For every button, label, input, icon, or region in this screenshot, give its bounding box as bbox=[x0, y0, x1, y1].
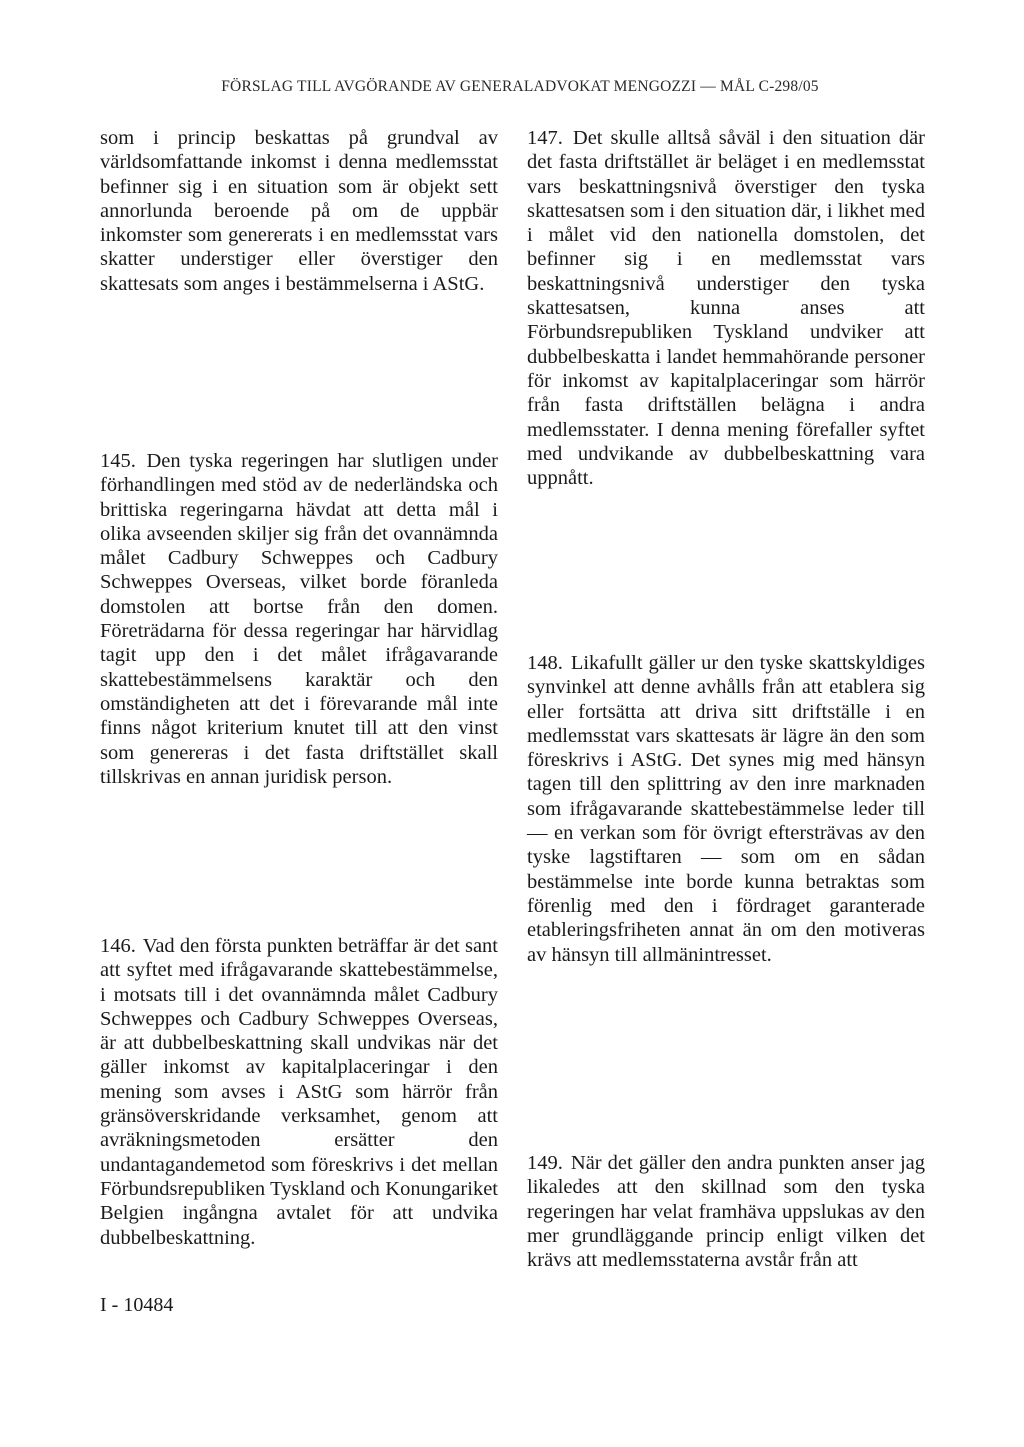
page-number: I - 10484 bbox=[100, 1294, 174, 1316]
paragraph-text: När det gäller den andra punkten anser jag likaledes att den skillnad som den tyska regeringen har velat framhäva uppslukas av den mer grundläggande princip enligt vilken det krävs att medlemsstaterna avstår från att bbox=[527, 1152, 926, 1272]
running-head: FÖRSLAG TILL AVGÖRANDE AV GENERALADVOKAT MENGOZZI — MÅL C-298/05 bbox=[221, 78, 819, 95]
paragraph-number: 147. bbox=[527, 127, 563, 149]
paragraph-text: som i princip beskattas på grundval av världsomfattande inkomst i denna medlemsstat befinner sig i en situation som är objekt sett annorlunda beroende på om de uppbär inkomster som genererats i en medlemsstat vars skatter understiger eller överstiger den skattesats som anges i bestämmelserna i AStG. bbox=[100, 127, 498, 295]
paragraph-number: 145. bbox=[100, 450, 136, 472]
paragraph-148 bbox=[527, 651, 925, 967]
paragraph-149 bbox=[527, 1151, 925, 1272]
paragraph-number: 146. bbox=[100, 935, 136, 957]
paragraph-147 bbox=[527, 126, 925, 490]
paragraph-145 bbox=[100, 449, 498, 789]
paragraph-text: Likafullt gäller ur den tyske skattskyldiges synvinkel att denne avhålls från att etablera sig eller fortsätta att driva sitt driftställe i en medlemsstat vars skattesats är lägre än den som föreskrivs i AStG. Det synes mig med hänsyn tagen till den splittring av den inre marknaden som ifrågavarande skattebestämmelse leder till — en verkan som för övrigt eftersträvas av den tyske lagstiftaren — som om en sådan bestämmelse inte borde kunna betraktas som förenlig med den i fördraget garanterade etableringsfriheten annat än om den motiveras av hänsyn till allmänintresset. bbox=[527, 652, 925, 966]
paragraph-continuation bbox=[100, 126, 498, 296]
paragraph-number: 149. bbox=[527, 1152, 563, 1174]
paragraph-number: 148. bbox=[527, 652, 563, 674]
paragraph-text: Den tyska regeringen har slutligen under förhandlingen med stöd av de nederländska och brittiska regeringarna hävdat att detta mål i olika avseenden skiljer sig från det ovannämnda målet Cadbury Schweppes och Cadbury Schweppes Overseas, vilket borde föranleda domstolen att bortse från den domen. Företrädarna för dessa regeringar har härvidlag tagit upp den i det målet ifrågavarande skattebestämmelsens karaktär och den omständigheten att det i förevarande mål inte finns något kriterium knutet till att den vinst som genereras i det fasta driftstället skall tillskrivas en annan juridisk person. bbox=[100, 450, 499, 788]
paragraph-text: Vad den första punkten beträffar är det sant att syftet med ifrågavarande skattebestämmelse, i motsats till i det ovannämnda målet Cadbury Schweppes och Cadbury Schweppes Overseas, är att dubbelbeskattning skall undvikas när det gäller inkomst av kapitalplaceringar i den mening som avses i AStG som härrör från gränsöverskridande verksamhet, genom att avräkningsmetoden ersätter den undantagandemetod som föreskrivs i det mellan Förbundsrepubliken Tyskland och Konungariket Belgien ingångna avtalet för att undvika dubbelbeskattning. bbox=[100, 935, 498, 1249]
paragraph-146 bbox=[100, 934, 498, 1250]
paragraph-text: Det skulle alltså såväl i den situation där det fasta driftstället är beläget i en medlemsstat vars beskattningsnivå överstiger den tyska skattesatsen som i den situation där, i likhet med i målet vid den nationella domstolen, det befinner sig i en medlemsstat vars beskattningsnivå understiger den tyska skattesatsen, kunna anses att Förbundsrepubliken Tyskland undviker att dubbelbeskatta i landet hemmahörande personer för inkomst av kapitalplaceringar som härrör från fasta driftställen belägna i andra medlemsstater. I denna mening förefaller syftet med undvikande av dubbelbeskattning vara uppnått. bbox=[527, 127, 926, 490]
